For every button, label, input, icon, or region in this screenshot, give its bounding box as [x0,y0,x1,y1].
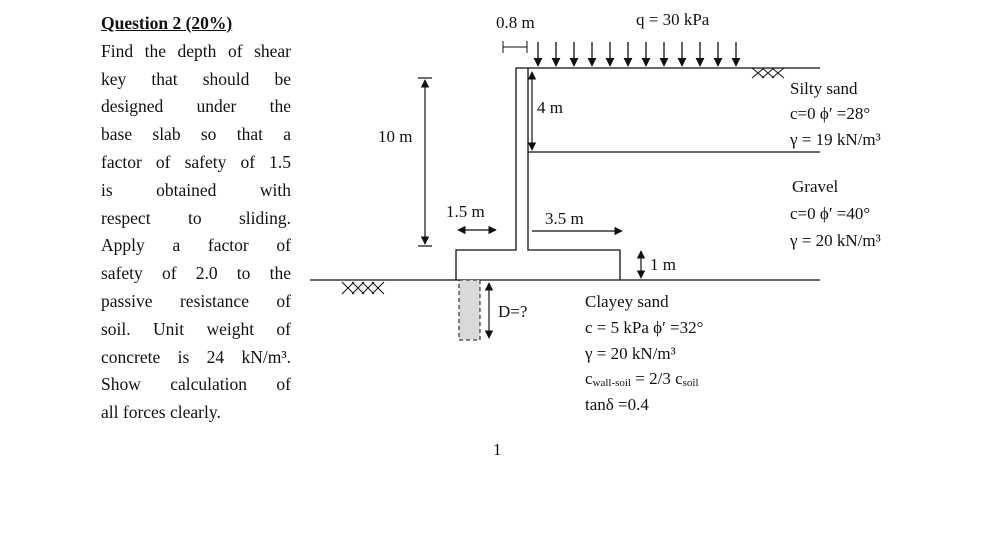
clayey-sand-name: Clayey sand [585,292,669,311]
stem-width-label: 0.8 m [496,13,535,32]
surcharge-label: q = 30 kPa [636,10,710,29]
question-line: concrete is 24 kN/m³. [101,346,291,367]
key-depth-label: D=? [498,302,528,321]
upper-layer-label: 4 m [537,98,563,117]
clayey-sand-unit-weight: γ = 20 kN/m³ [585,344,676,363]
soil-hatch-symbol-top [752,68,784,78]
question-line: all forces clearly. [101,402,221,423]
clayey-sand-adhesion: cwall-soil = 2/3 csoil [585,369,699,389]
question-title: Question 2 (20%) [101,13,233,33]
question-line: base slab so that a [101,124,291,145]
gravel-name: Gravel [792,177,839,196]
question-line: Find the depth of shear [101,40,291,61]
wall-height-label: 10 m [378,127,413,146]
question-line: factor of safety of 1.5 [101,151,291,172]
heel-label: 3.5 m [545,209,584,228]
toe-label: 1.5 m [446,202,485,221]
stem-width-dimension [503,41,527,53]
question-line: Apply a factor of [101,235,291,256]
shear-key [459,280,480,340]
silty-sand-unit-weight: γ = 19 kN/m³ [790,130,881,149]
silty-sand-props: c=0 ϕ′ =28° [790,104,871,123]
surcharge-arrows [538,42,736,66]
soil-hatch-symbol-front [342,282,384,294]
gravel-unit-weight: γ = 20 kN/m³ [790,231,881,250]
question-line: respect to sliding. [101,207,291,228]
clayey-sand-friction: tanδ =0.4 [585,395,649,414]
clayey-sand-props: c = 5 kPa ϕ′ =32° [585,318,704,337]
question-line: designed under the [101,96,291,117]
page-number: 1 [493,440,502,459]
wall-height-dimension [418,78,432,246]
question-line: is obtained with [101,179,291,200]
silty-sand-name: Silty sand [790,79,858,98]
question-line: key that should be [101,68,291,89]
base-thickness-label: 1 m [650,255,676,274]
gravel-props: c=0 ϕ′ =40° [790,204,871,223]
question-line: Show calculation of [101,374,291,395]
question-line: passive resistance of [101,290,291,311]
question-line: safety of 2.0 to the [101,263,291,284]
question-line: soil. Unit weight of [101,318,291,339]
